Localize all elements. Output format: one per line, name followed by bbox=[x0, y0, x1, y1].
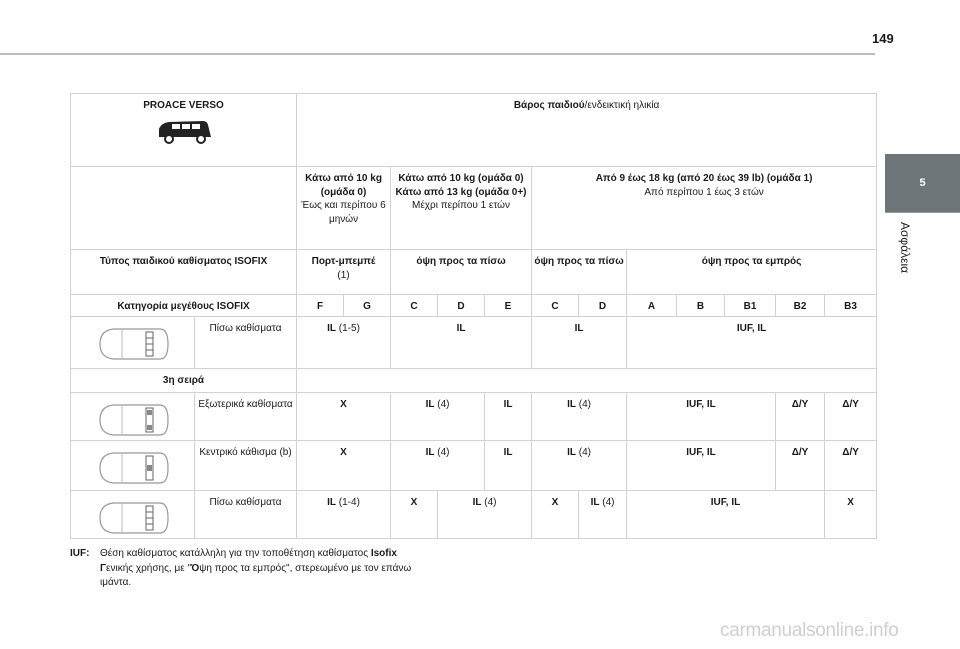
size-class-b1: B1 bbox=[725, 295, 776, 317]
seat-label: Κεντρικό κάθισμα (b) bbox=[195, 441, 297, 491]
groups-row bbox=[71, 167, 877, 250]
seat-layout-rear-icon bbox=[94, 326, 172, 362]
cell-forward: IUF, IL bbox=[627, 317, 877, 369]
groups-spacer bbox=[71, 167, 297, 250]
row3-title: 3η σειρά bbox=[71, 369, 297, 393]
size-class-e: E bbox=[485, 295, 532, 317]
vehicle-name: PROACE VERSO bbox=[143, 100, 224, 111]
size-class-b: B bbox=[677, 295, 725, 317]
seat-type-forward: όψη προς τα εμπρός bbox=[627, 250, 877, 295]
chapter-tab[interactable]: 5 bbox=[885, 154, 960, 212]
cell-rear-1: IL bbox=[391, 317, 532, 369]
cell-rear-1b: IL bbox=[485, 393, 532, 441]
size-class-f: F bbox=[297, 295, 344, 317]
cell-rear-1a: IL (4) bbox=[391, 393, 485, 441]
cell-rear-1a: IL (4) bbox=[391, 441, 485, 491]
isofix-table bbox=[70, 93, 877, 539]
size-class-g: G bbox=[344, 295, 391, 317]
cell-b3: Δ/Υ bbox=[825, 393, 877, 441]
cell-carrycot: X bbox=[297, 393, 391, 441]
cell-d2: IL (4) bbox=[579, 491, 627, 539]
size-class-b3: B3 bbox=[825, 295, 877, 317]
group-0plus: Κάτω από 10 kg (ομάδα 0) Κάτω από 13 kg (ομάδα 0+) Μέχρι περίπου 1 ετών bbox=[391, 167, 532, 250]
chapter-tab-rule bbox=[885, 212, 960, 213]
table-row bbox=[71, 393, 877, 441]
seat-type-label: Τύπος παιδικού καθίσματος ISOFIX bbox=[71, 250, 297, 295]
cell-carrycot: IL (1-4) bbox=[297, 491, 391, 539]
cell-rear-2: IL (4) bbox=[532, 393, 627, 441]
seat-label: Πίσω καθίσματα bbox=[195, 491, 297, 539]
seat-layout-rear3-icon bbox=[94, 500, 172, 536]
size-class-b2: B2 bbox=[776, 295, 825, 317]
cell-rear-2: IL (4) bbox=[532, 441, 627, 491]
group-1: Από 9 έως 18 kg (από 20 έως 39 lb) (ομάδα 1) Από περίπου 1 έως 3 ετών bbox=[532, 167, 877, 250]
table-row bbox=[71, 441, 877, 491]
size-class-d2: D bbox=[579, 295, 627, 317]
header-rule bbox=[0, 53, 875, 55]
weight-header: Βάρος παιδιού/ενδεικτική ηλικία bbox=[297, 94, 877, 167]
seat-label: Εξωτερικά καθίσματα bbox=[195, 393, 297, 441]
seat-type-row bbox=[71, 250, 877, 295]
seat-diagram-cell bbox=[71, 393, 195, 441]
cell-b3: X bbox=[825, 491, 877, 539]
header-row bbox=[71, 94, 877, 167]
table-row bbox=[71, 317, 877, 369]
cell-b2: Δ/Υ bbox=[776, 393, 825, 441]
cell-carrycot: X bbox=[297, 441, 391, 491]
seat-type-rear-2: όψη προς τα πίσω bbox=[532, 250, 627, 295]
cell-c2: X bbox=[532, 491, 579, 539]
van-icon bbox=[149, 117, 219, 147]
size-class-c2: C bbox=[532, 295, 579, 317]
size-class-a: A bbox=[627, 295, 677, 317]
chapter-title: Ασφάλεια bbox=[898, 222, 912, 274]
seat-layout-outer-icon bbox=[94, 402, 172, 438]
size-class-row bbox=[71, 295, 877, 317]
seat-type-rear-1: όψη προς τα πίσω bbox=[391, 250, 532, 295]
seat-diagram-cell bbox=[71, 441, 195, 491]
page-number: 149 bbox=[872, 31, 894, 46]
cell-d-e: IL (4) bbox=[438, 491, 532, 539]
cell-b2: Δ/Υ bbox=[776, 441, 825, 491]
seat-layout-center-icon bbox=[94, 450, 172, 486]
vehicle-cell bbox=[71, 94, 297, 167]
watermark: carmanualsonline.info bbox=[720, 620, 899, 641]
row3-spacer bbox=[297, 369, 877, 393]
seat-label: Πίσω καθίσματα bbox=[195, 317, 297, 369]
seat-type-carrycot: Πορτ-μπεμπέ (1) bbox=[297, 250, 391, 295]
cell-forward: IUF, IL bbox=[627, 441, 776, 491]
footnote-key: IUF: bbox=[70, 548, 90, 559]
cell-rear-1b: IL bbox=[485, 441, 532, 491]
cell-forward: IUF, IL bbox=[627, 491, 825, 539]
cell-b3: Δ/Υ bbox=[825, 441, 877, 491]
footnote bbox=[70, 547, 430, 591]
seat-diagram-cell bbox=[71, 317, 195, 369]
cell-forward: IUF, IL bbox=[627, 393, 776, 441]
cell-rear-2: IL bbox=[532, 317, 627, 369]
table-row bbox=[71, 491, 877, 539]
size-class-d: D bbox=[438, 295, 485, 317]
group-0: Κάτω από 10 kg (ομάδα 0) Έως και περίπου 6 μηνών bbox=[297, 167, 391, 250]
cell-c: X bbox=[391, 491, 438, 539]
size-class-c: C bbox=[391, 295, 438, 317]
footnote-text: Θέση καθίσματος κατάλληλη για την τοποθέτηση καθίσματος Isofix Γενικής χρήσης, με "Όψη προς τα εμπρός", στερεωμένο με τον επάνω ιμάντα. bbox=[100, 548, 412, 588]
cell-carrycot: IL (1-5) bbox=[297, 317, 391, 369]
table-row bbox=[71, 369, 877, 393]
size-class-label: Κατηγορία μεγέθους ISOFIX bbox=[71, 295, 297, 317]
seat-diagram-cell bbox=[71, 491, 195, 539]
